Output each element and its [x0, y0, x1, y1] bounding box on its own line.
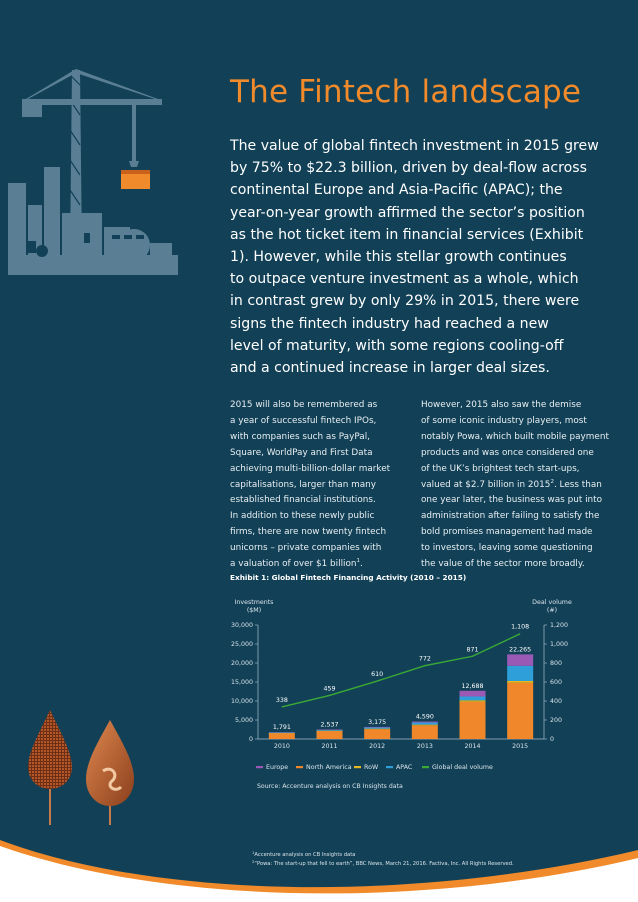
body-line: achieving multi-billion-dollar market	[230, 463, 391, 474]
lead-line: signs the fintech industry had reached a new	[230, 315, 549, 332]
legend-swatch	[296, 766, 303, 768]
body-text: . Less than	[553, 479, 602, 490]
body-line: products and was once considered one	[421, 447, 594, 458]
lead-line: 1). However, while this stellar growth continues	[230, 249, 567, 266]
lead-line: year-on-year growth affirmed the sector’s position	[230, 204, 585, 221]
body-line: of some iconic industry players, most	[421, 415, 587, 426]
bar-europe	[460, 691, 486, 697]
body-line: unicorns – private companies with	[230, 543, 382, 554]
legend-swatch	[386, 766, 393, 768]
chart-source: Source: Accenture analysis on CB Insights data	[257, 783, 403, 790]
footnote-marker: 1	[252, 850, 255, 855]
y2-axis-title: (#)	[546, 607, 558, 614]
lead-line: The value of global fintech investment in 2015 grew	[230, 138, 599, 154]
bar-north-america	[317, 731, 343, 739]
body-line: Square, WorldPay and First Data	[230, 447, 373, 458]
y2-tick-label: 1,200	[550, 622, 569, 630]
footnote-ref[interactable]: 1	[356, 558, 361, 565]
lead-line: to outpace venture investment as a whole, which	[230, 271, 579, 288]
body-line: established financial institutions.	[230, 495, 376, 506]
footnote-marker: 2	[252, 858, 255, 864]
y-axis-title: Investments	[234, 599, 274, 606]
x-tick-label: 2010	[273, 743, 290, 750]
bar-north-america	[364, 729, 390, 739]
body-text: .	[360, 559, 363, 570]
y-tick-label: 0	[248, 736, 253, 744]
y-tick-label: 20,000	[230, 660, 253, 668]
x-tick-label: 2014	[464, 743, 481, 750]
bar-total-label: 22,265	[509, 646, 532, 654]
y-tick-label: 10,000	[230, 698, 253, 706]
footnote-ref[interactable]: 2	[550, 478, 554, 485]
body-line: notably Powa, which built mobile payment	[421, 431, 609, 442]
y2-axis-title: Deal volume	[532, 599, 572, 606]
legend-swatch	[422, 766, 429, 768]
bar-row	[412, 725, 438, 726]
y-tick-label: 25,000	[230, 641, 253, 649]
lead-line: in contrast grew by only 29% in 2015, there were	[230, 293, 580, 310]
legend-label: Europe	[266, 764, 289, 771]
bar-europe	[364, 727, 390, 728]
x-tick-label: 2013	[416, 743, 433, 750]
exhibit-title: Exhibit 1: Global Fintech Financing Activity (2010 – 2015)	[230, 573, 467, 582]
lead-line: and a continued increase in larger deal sizes.	[230, 360, 550, 377]
bar-north-america	[269, 733, 295, 739]
bar-row	[460, 700, 486, 701]
body-line: In addition to these newly public	[230, 511, 375, 522]
legend-label: North America	[306, 764, 352, 771]
bar-total-label: 1,791	[272, 724, 291, 732]
x-tick-label: 2012	[369, 743, 386, 750]
bar-apac	[412, 723, 438, 725]
footnote-2	[252, 860, 514, 869]
y-tick-label: 30,000	[230, 622, 253, 630]
body-line: However, 2015 also saw the demise	[421, 400, 582, 410]
body-line: 2015 will also be remembered as	[230, 400, 378, 410]
body-line	[421, 478, 607, 494]
deal-volume-label: 1,108	[511, 623, 530, 631]
footnotes	[252, 851, 514, 868]
body-line: the value of the sector more broadly.	[421, 559, 585, 570]
bar-europe	[507, 654, 533, 665]
deal-volume-label: 772	[418, 655, 431, 663]
bar-apac	[364, 728, 390, 729]
deal-volume-label: 338	[275, 696, 288, 704]
lead-line: level of maturity, with some regions cooling-off	[230, 337, 564, 354]
lead-line: as the hot ticket item in financial services (Exhibit	[230, 226, 584, 243]
body-line: to investors, leaving some questioning	[421, 543, 593, 554]
y2-tick-label: 0	[550, 736, 555, 744]
bar-total-label: 2,537	[320, 721, 339, 729]
legend-swatch	[256, 766, 263, 768]
body-column-right	[421, 398, 607, 573]
chart-svg	[222, 595, 600, 775]
body-line: with companies such as PayPal,	[230, 431, 370, 442]
y-tick-label: 15,000	[230, 679, 253, 687]
bar-total-label: 12,688	[461, 682, 484, 690]
body-line: a year of successful fintech IPOs,	[230, 415, 377, 426]
deal-volume-label: 459	[323, 685, 336, 693]
body-column-left	[230, 398, 416, 573]
legend-label: APAC	[396, 764, 413, 771]
bar-apac	[460, 696, 486, 700]
body-line: one year later, the business was put into	[421, 495, 603, 506]
body-line: capitalisations, larger than many	[230, 479, 376, 490]
lead-line: continental Europe and Asia-Pacific (APAC); the	[230, 182, 563, 199]
lead-line: by 75% to $22.3 billion, driven by deal-flow across	[230, 160, 587, 177]
bar-row	[507, 681, 533, 683]
bar-total-label: 4,590	[415, 713, 434, 721]
body-line: firms, there are now twenty fintech	[230, 527, 387, 538]
y2-tick-label: 600	[550, 679, 563, 687]
legend-swatch	[354, 766, 361, 768]
industrial-skyline-illustration	[0, 55, 200, 285]
y-tick-label: 5,000	[234, 717, 253, 725]
x-tick-label: 2015	[512, 743, 529, 750]
deal-volume-label: 610	[371, 671, 384, 679]
body-line: bold promises management had made	[421, 527, 593, 538]
page-number: 3	[592, 868, 598, 877]
page-title: The Fintech landscape	[230, 74, 582, 110]
bar-apac	[317, 730, 343, 731]
footnote-text: Accenture analysis on CB Insights data	[254, 852, 356, 858]
body-line: administration after failing to satisfy the	[421, 511, 600, 522]
y2-tick-label: 200	[550, 717, 563, 725]
decorative-drops-illustration	[20, 705, 140, 825]
bar-north-america	[412, 725, 438, 739]
y2-tick-label: 800	[550, 660, 563, 668]
x-tick-label: 2011	[321, 743, 338, 750]
bar-north-america	[460, 702, 486, 739]
legend-label: Global deal volume	[432, 764, 493, 771]
bar-europe	[412, 722, 438, 723]
body-line: of the UK’s brightest tech start-ups,	[421, 463, 580, 474]
y2-tick-label: 1,000	[550, 641, 569, 649]
bar-north-america	[507, 683, 533, 739]
footnote-text: “Powa: The start-up that fell to earth”, BBC News, March 21, 2016. Factiva, Inc. All Rights Reserved.	[254, 860, 514, 867]
bar-apac	[507, 666, 533, 681]
lead-paragraph	[230, 135, 602, 379]
body-text: valued at $2.7 billion in 2015	[421, 479, 551, 490]
y2-tick-label: 400	[550, 698, 563, 706]
bar-total-label: 3,175	[368, 718, 387, 726]
body-line	[230, 557, 416, 573]
body-text: a valuation of over $1 billion	[230, 559, 357, 570]
footnote-1	[252, 851, 514, 860]
legend-label: RoW	[364, 764, 379, 771]
deal-volume-label: 871	[466, 646, 479, 654]
y-axis-title: ($M)	[246, 607, 262, 614]
fintech-financing-chart	[222, 595, 600, 775]
